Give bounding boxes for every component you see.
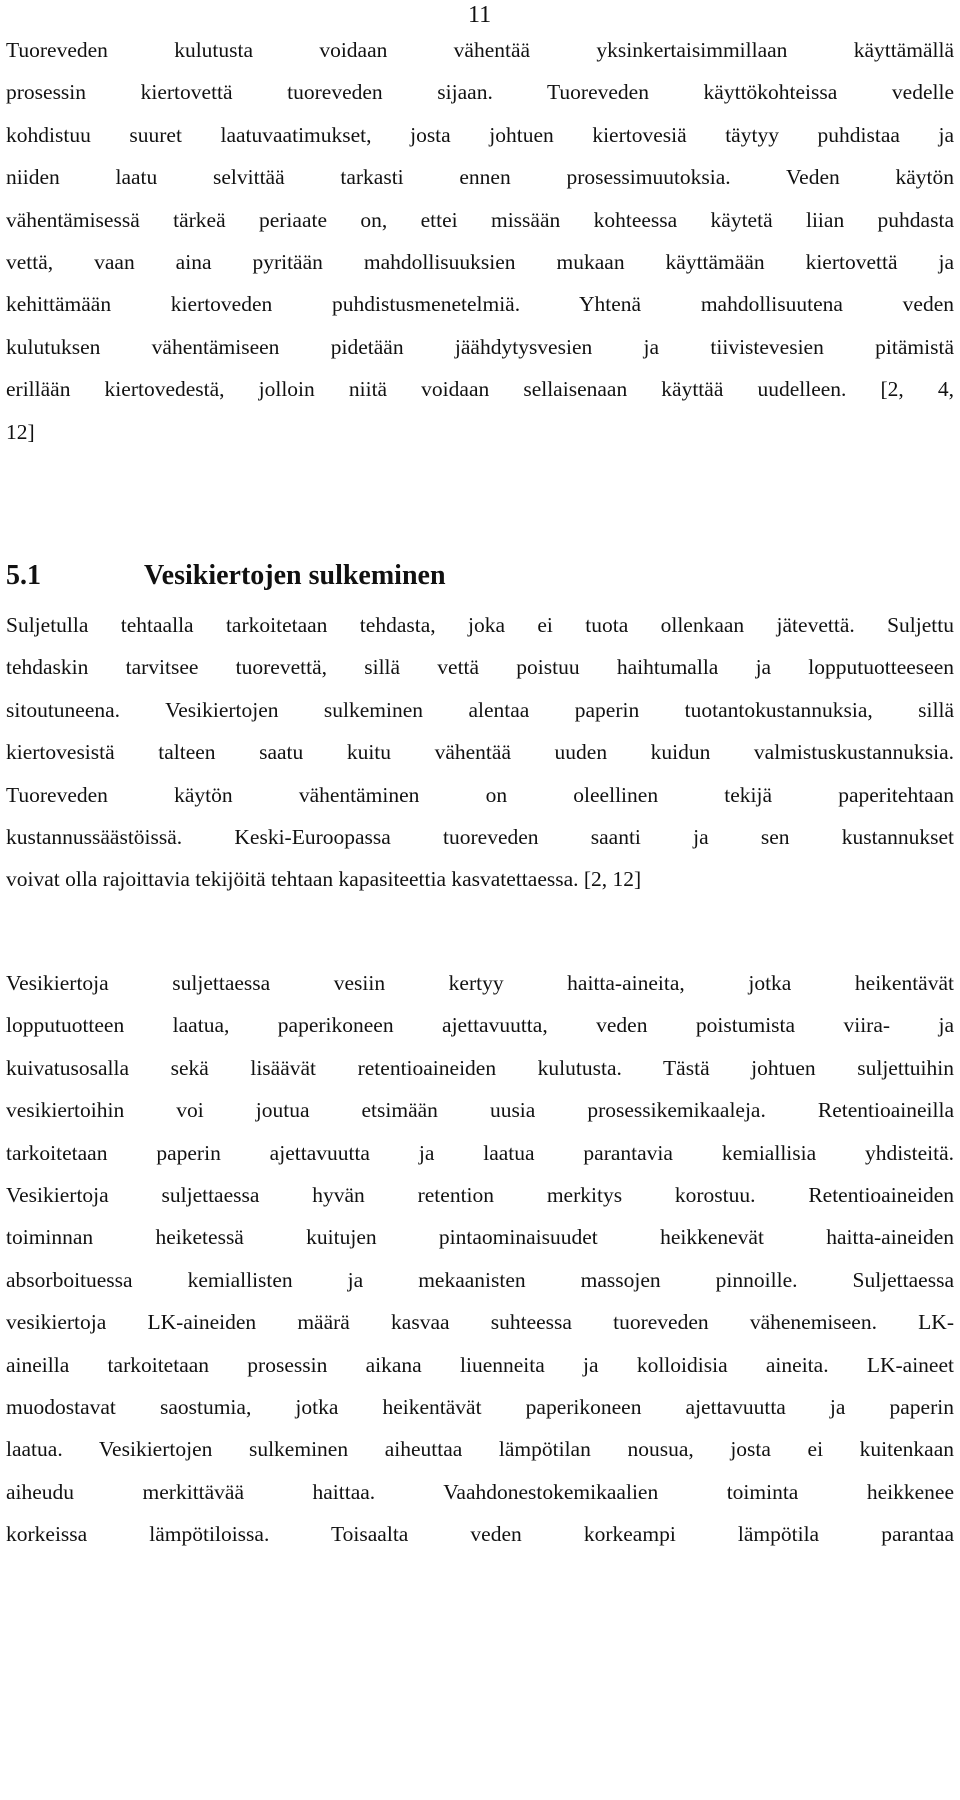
text-line: vesikiertoja LK-aineiden määrä kasvaa suhteessa tuoreveden vähenemiseen. LK- <box>6 1310 954 1335</box>
text-line: vähentämisessä tärkeä periaate on, ettei missään kohteessa käytetä liian puhdasta <box>6 207 954 232</box>
paragraph-closed-mill <box>6 604 954 901</box>
text-line: kiertovesistä talteen saatu kuitu vähentää uuden kuidun valmistuskustannuksia. <box>6 740 954 765</box>
section-heading <box>6 558 446 594</box>
paragraph-harmful-substances <box>6 962 954 1556</box>
section-title: Vesikiertojen sulkeminen <box>144 560 446 591</box>
text-line: erillään kiertovedestä, jolloin niitä voidaan sellaisenaan käyttää uudelleen. [2, 4, <box>6 377 954 402</box>
text-line: Suljetulla tehtaalla tarkoitetaan tehdasta, joka ei tuota ollenkaan jätevettä. Suljettu <box>6 613 954 637</box>
text-line: tarkoitetaan paperin ajettavuutta ja laatua parantavia kemiallisia yhdisteitä. <box>6 1140 954 1165</box>
text-line: kehittämään kiertoveden puhdistusmenetelmiä. Yhtenä mahdollisuutena veden <box>6 292 954 317</box>
text-line: aiheudu merkittävää haittaa. Vaahdonestokemikaalien toiminta heikkenee <box>6 1479 954 1504</box>
text-line: 12] <box>6 419 35 444</box>
text-line: voivat olla rajoittavia tekijöitä tehtaan kapasiteettia kasvatettaessa. [2, 12] <box>6 867 642 892</box>
text-line: kustannussäästöissä. Keski-Euroopassa tuoreveden saanti ja sen kustannukset <box>6 825 954 850</box>
text-line: niiden laatu selvittää tarkasti ennen prosessimuutoksia. Veden käytön <box>6 165 954 190</box>
text-line: Tuoreveden kulutusta voidaan vähentää yksinkertaisimmillaan käyttämällä <box>6 38 954 62</box>
text-line: laatua. Vesikiertojen sulkeminen aiheuttaa lämpötilan nousua, josta ei kuitenkaan <box>6 1437 954 1462</box>
text-line: muodostavat saostumia, jotka heikentävät paperikoneen ajettavuutta ja paperin <box>6 1395 954 1420</box>
text-line: sitoutuneena. Vesikiertojen sulkeminen alentaa paperin tuotantokustannuksia, sillä <box>6 697 954 722</box>
text-line: toiminnan heiketessä kuitujen pintaominaisuudet heikkenevät haitta-aineiden <box>6 1225 954 1250</box>
text-line: prosessin kiertovettä tuoreveden sijaan. Tuoreveden käyttökohteissa vedelle <box>6 80 954 105</box>
text-line: kohdistuu suuret laatuvaatimukset, josta johtuen kiertovesiä täytyy puhdistaa ja <box>6 122 954 147</box>
text-line: vettä, vaan aina pyritään mahdollisuuksien mukaan käyttämään kiertovettä ja <box>6 250 954 275</box>
text-line: aineilla tarkoitetaan prosessin aikana liuenneita ja kolloidisia aineita. LK-aineet <box>6 1352 954 1377</box>
text-line: kuivatusosalla sekä lisäävät retentioaineiden kulutusta. Tästä johtuen suljettuihin <box>6 1055 954 1080</box>
text-line: korkeissa lämpötiloissa. Toisaalta veden korkeampi lämpötila parantaa <box>6 1522 954 1547</box>
text-line: Vesikiertoja suljettaessa hyvän retention merkitys korostuu. Retentioaineiden <box>6 1183 954 1208</box>
text-line: tehdaskin tarvitsee tuorevettä, sillä vettä poistuu haihtumalla ja lopputuotteeseen <box>6 655 954 680</box>
page-number: 11 <box>468 2 492 28</box>
text-line: lopputuotteen laatua, paperikoneen ajettavuutta, veden poistumista viira- ja <box>6 1013 954 1038</box>
text-line: Vesikiertoja suljettaessa vesiin kertyy haitta-aineita, jotka heikentävät <box>6 971 954 995</box>
paragraph-intro <box>6 29 954 453</box>
text-line: absorboituessa kemiallisten ja mekaanisten massojen pinnoille. Suljettaessa <box>6 1267 954 1292</box>
text-line: Tuoreveden käytön vähentäminen on oleellinen tekijä paperitehtaan <box>6 782 954 807</box>
section-number: 5.1 <box>6 560 41 591</box>
text-line: vesikiertoihin voi joutua etsimään uusia prosessikemikaaleja. Retentioaineilla <box>6 1098 954 1123</box>
text-line: kulutuksen vähentämiseen pidetään jäähdytysvesien ja tiivistevesien pitämistä <box>6 334 954 359</box>
